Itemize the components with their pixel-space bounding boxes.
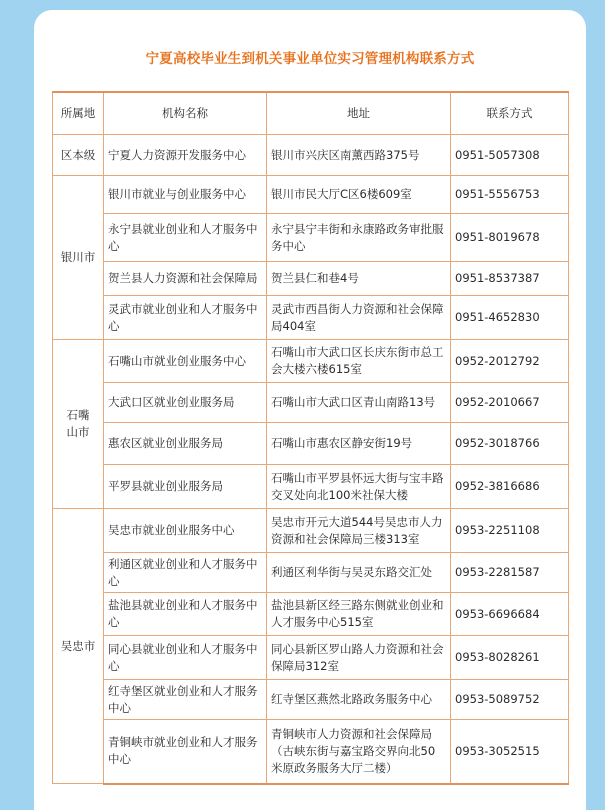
- org-cell: 惠农区就业创业服务局: [104, 423, 267, 465]
- address-cell: 灵武市西昌街人力资源和社会保障局404室: [267, 296, 451, 340]
- region-cell: 银川市: [53, 176, 104, 340]
- address-cell: 青铜峡市人力资源和社会保障局（古峡东街与嘉宝路交界向北50米原政务服务大厅二楼）: [267, 720, 451, 784]
- address-cell: 贺兰县仁和巷4号: [267, 262, 451, 296]
- org-cell: 大武口区就业创业服务局: [104, 383, 267, 423]
- phone-cell: 0952-2012792: [451, 340, 569, 383]
- address-cell: 银川市兴庆区南薰西路375号: [267, 135, 451, 176]
- table-row: [53, 720, 569, 784]
- address-cell: 利通区利华街与吴灵东路交汇处: [267, 553, 451, 593]
- address-cell: 石嘴山市惠农区静安街19号: [267, 423, 451, 465]
- phone-cell: 0953-5089752: [451, 680, 569, 720]
- org-cell: 银川市就业与创业服务中心: [104, 176, 267, 214]
- table-row: [53, 296, 569, 340]
- phone-cell: 0951-8537387: [451, 262, 569, 296]
- phone-cell: 0952-2010667: [451, 383, 569, 423]
- org-cell: 利通区就业创业和人才服务中心: [104, 553, 267, 593]
- address-cell: 红寺堡区燕然北路政务服务中心: [267, 680, 451, 720]
- table-row: [53, 262, 569, 296]
- org-cell: 平罗县就业创业服务局: [104, 465, 267, 509]
- phone-cell: 0952-3816686: [451, 465, 569, 509]
- org-cell: 贺兰县人力资源和社会保障局: [104, 262, 267, 296]
- phone-cell: 0951-5556753: [451, 176, 569, 214]
- org-cell: 盐池县就业创业和人才服务中心: [104, 593, 267, 636]
- phone-cell: 0952-3018766: [451, 423, 569, 465]
- table-row: [53, 593, 569, 636]
- table-row: [53, 176, 569, 214]
- org-cell: 青铜峡市就业创业和人才服务中心: [104, 720, 267, 784]
- table-row: [53, 636, 569, 680]
- org-cell: 宁夏人力资源开发服务中心: [104, 135, 267, 176]
- table-body: [53, 135, 569, 784]
- table-row: [53, 680, 569, 720]
- page-title: 宁夏高校毕业生到机关事业单位实习管理机构联系方式: [145, 51, 475, 67]
- phone-cell: 0951-5057308: [451, 135, 569, 176]
- content-card: [34, 10, 586, 810]
- table-row: [53, 423, 569, 465]
- table-row: [53, 214, 569, 262]
- address-cell: 石嘴山市大武口区青山南路13号: [267, 383, 451, 423]
- phone-cell: 0951-8019678: [451, 214, 569, 262]
- phone-cell: 0953-8028261: [451, 636, 569, 680]
- phone-cell: 0951-4652830: [451, 296, 569, 340]
- table-row: [53, 465, 569, 509]
- table-row: [53, 553, 569, 593]
- phone-cell: 0953-2281587: [451, 553, 569, 593]
- address-cell: 永宁县宁丰街和永康路政务审批服务中心: [267, 214, 451, 262]
- address-cell: 石嘴山市大武口区长庆东街市总工会大楼六楼615室: [267, 340, 451, 383]
- phone-cell: 0953-6696684: [451, 593, 569, 636]
- table-row: [53, 340, 569, 383]
- org-cell: 石嘴山市就业创业服务中心: [104, 340, 267, 383]
- table-header-row: [53, 92, 569, 135]
- address-cell: 同心县新区罗山路人力资源和社会保障局312室: [267, 636, 451, 680]
- table-row: [53, 509, 569, 553]
- org-cell: 灵武市就业创业和人才服务中心: [104, 296, 267, 340]
- header-org: 机构名称: [104, 92, 267, 135]
- region-cell: 石嘴山市: [53, 340, 104, 509]
- region-cell: 区本级: [53, 135, 104, 176]
- address-cell: 银川市民大厅C区6楼609室: [267, 176, 451, 214]
- address-cell: 吴忠市开元大道544号吴忠市人力资源和社会保障局三楼313室: [267, 509, 451, 553]
- header-region: 所属地: [53, 92, 104, 135]
- org-cell: 红寺堡区就业创业和人才服务中心: [104, 680, 267, 720]
- phone-cell: 0953-3052515: [451, 720, 569, 784]
- header-address: 地址: [267, 92, 451, 135]
- address-cell: 盐池县新区经三路东侧就业创业和人才服务中心515室: [267, 593, 451, 636]
- address-cell: 石嘴山市平罗县怀远大街与宝丰路交叉处向北100米社保大楼: [267, 465, 451, 509]
- phone-cell: 0953-2251108: [451, 509, 569, 553]
- org-cell: 吴忠市就业创业服务中心: [104, 509, 267, 553]
- header-phone: 联系方式: [451, 92, 569, 135]
- table-row: [53, 383, 569, 423]
- region-cell: 吴忠市: [53, 509, 104, 784]
- table-row: [53, 135, 569, 176]
- org-cell: 同心县就业创业和人才服务中心: [104, 636, 267, 680]
- org-cell: 永宁县就业创业和人才服务中心: [104, 214, 267, 262]
- contacts-table: [52, 91, 569, 785]
